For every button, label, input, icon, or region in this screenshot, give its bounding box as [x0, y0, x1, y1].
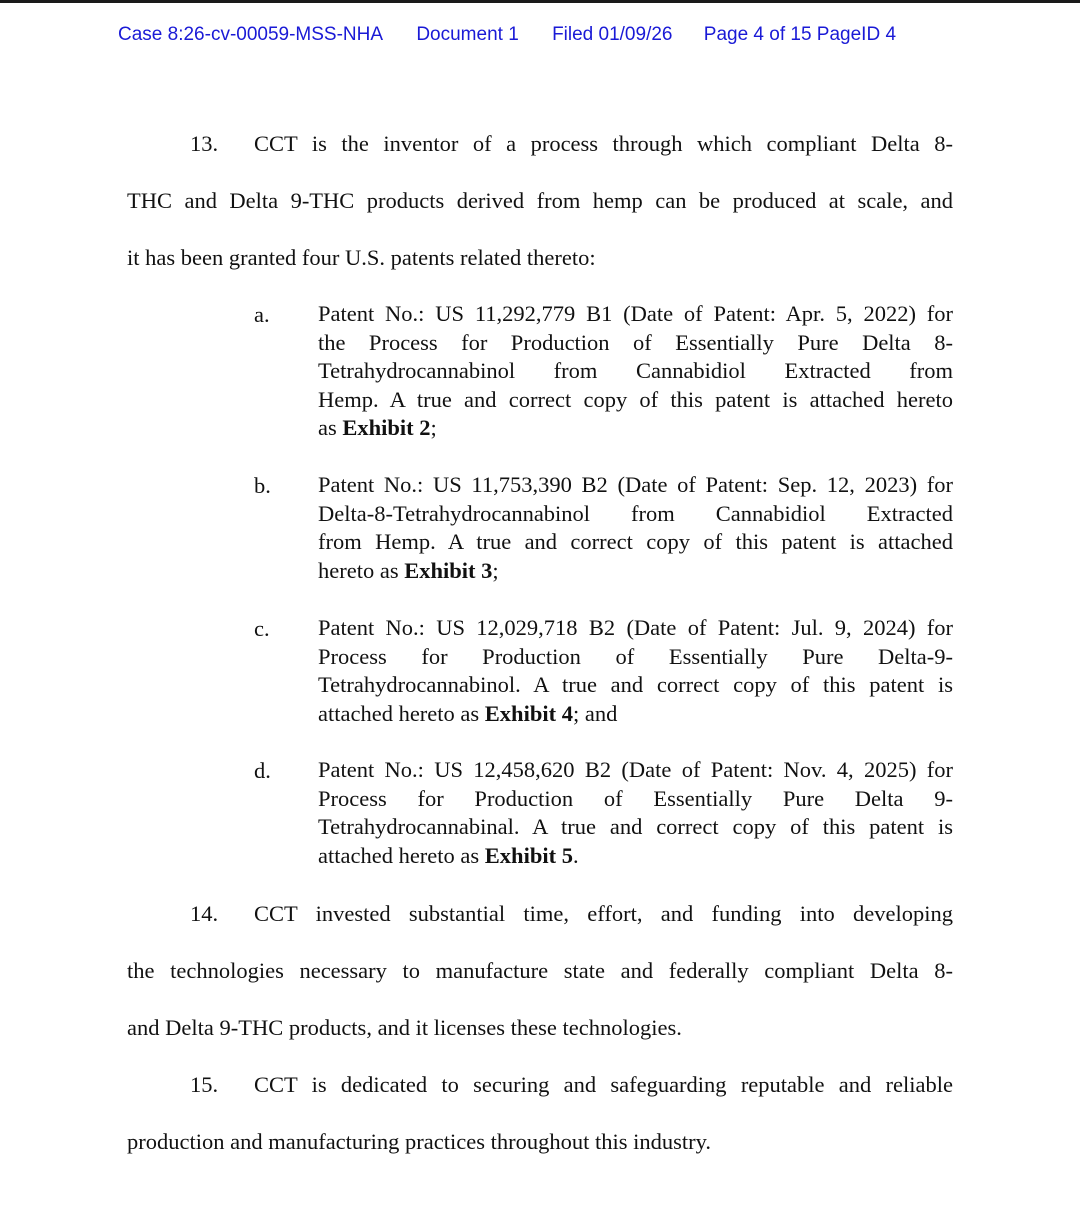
item-line: Tetrahydrocannabinal. A true and correct copy of this patent is — [318, 814, 953, 840]
paragraph-line: THC and Delta 9-THC products derived from hemp can be produced at scale, and — [127, 188, 953, 213]
exhibit-reference: Exhibit 4 — [484, 700, 573, 726]
item-line: Hemp. A true and correct copy of this patent is attached hereto — [318, 386, 953, 412]
item-line: Process for Production of Essentially Pure Delta-9- — [318, 643, 953, 669]
exhibit-reference: Exhibit 5 — [484, 842, 573, 868]
paragraph-line: production and manufacturing practices throughout this industry. — [127, 1129, 712, 1154]
paragraph-line: CCT invested substantial time, effort, and funding into developing — [254, 901, 953, 926]
case-header — [118, 23, 978, 47]
item-letter: c. — [254, 616, 270, 641]
top-border — [0, 0, 1080, 3]
item-line: Patent No.: US 12,458,620 B2 (Date of Patent: Nov. 4, 2025) for — [318, 757, 953, 782]
exhibit-reference: Exhibit 3 — [404, 557, 493, 583]
item-line: Patent No.: US 11,753,390 B2 (Date of Patent: Sep. 12, 2023) for — [318, 472, 953, 497]
item-line: Delta-8-Tetrahydrocannabinol from Cannabidiol Extracted — [318, 500, 953, 526]
paragraph-line: it has been granted four U.S. patents related thereto: — [127, 245, 596, 270]
item-letter: d. — [254, 758, 271, 783]
case-number: Case 8:26-cv-00059-MSS-NHA — [118, 24, 384, 45]
paragraph-line: CCT is dedicated to securing and safeguarding reputable and reliable — [254, 1072, 953, 1097]
paragraph-number: 13. — [190, 131, 219, 156]
item-line: the Process for Production of Essentially Pure Delta 8- — [318, 329, 953, 355]
item-letter: b. — [254, 473, 271, 498]
page-info: Page 4 of 15 PageID 4 — [703, 24, 897, 45]
item-line: Patent No.: US 12,029,718 B2 (Date of Patent: Jul. 9, 2024) for — [318, 615, 953, 640]
item-line: Patent No.: US 11,292,779 B1 (Date of Patent: Apr. 5, 2022) for — [318, 301, 953, 326]
item-line: from Hemp. A true and correct copy of this patent is attached — [318, 529, 953, 555]
item-line: Tetrahydrocannabinol. A true and correct copy of this patent is — [318, 672, 953, 698]
exhibit-reference: Exhibit 2 — [342, 415, 431, 441]
paragraph-number: 14. — [190, 901, 219, 926]
paragraph-line: the technologies necessary to manufacture state and federally compliant Delta 8- — [127, 958, 953, 983]
item-letter: a. — [254, 302, 270, 327]
paragraph-line: CCT is the inventor of a process through which compliant Delta 8- — [254, 131, 953, 156]
item-line: Process for Production of Essentially Pure Delta 9- — [318, 785, 953, 811]
item-line: Tetrahydrocannabinol from Cannabidiol Extracted from — [318, 358, 953, 384]
paragraph-number: 15. — [190, 1072, 219, 1097]
paragraph-line: and Delta 9-THC products, and it licenses these technologies. — [127, 1015, 682, 1040]
filed-date: Filed 01/09/26 — [552, 24, 673, 45]
document-number: Document 1 — [416, 24, 519, 45]
